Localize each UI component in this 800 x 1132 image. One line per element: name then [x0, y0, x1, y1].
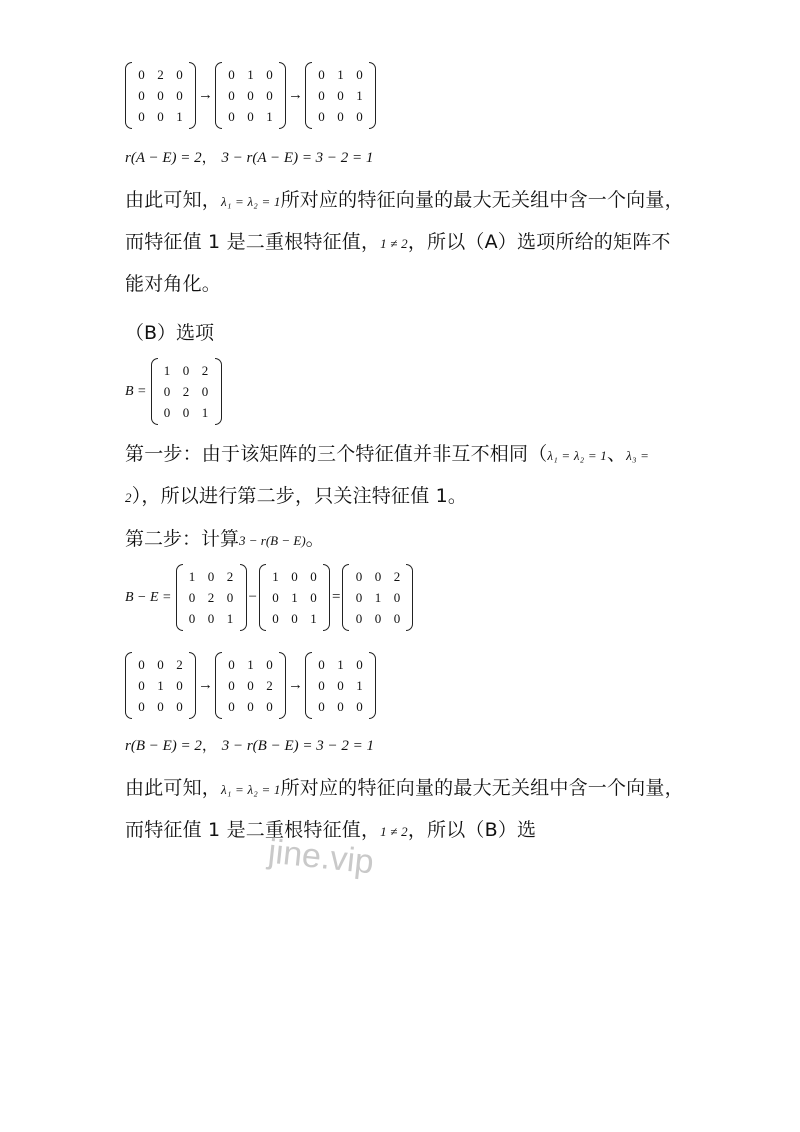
rank-eq: r(B − E) = 2	[125, 738, 202, 754]
matrix-b-step3	[305, 652, 376, 719]
matrix-cell: 0	[138, 109, 145, 124]
neq: 1 ≠ 2	[380, 824, 408, 839]
text: 第一步：由于该矩阵的三个特征值并非互不相同（	[125, 443, 548, 465]
matrix-cell: 1	[337, 67, 344, 82]
rank-equation-a	[125, 146, 373, 167]
matrix-cell: 0	[291, 611, 298, 626]
matrix-cell: 0	[138, 678, 145, 693]
matrix-reduction-b	[125, 652, 376, 719]
matrix-row	[132, 106, 189, 127]
matrix-cell: 0	[356, 109, 363, 124]
matrix-cell: 0	[266, 699, 273, 714]
matrix-cell: 0	[247, 678, 254, 693]
rank-calc: 3 − r(A − E) = 3 − 2 = 1	[221, 150, 374, 166]
matrix-cell: 1	[163, 363, 171, 378]
matrix-cell: 0	[228, 88, 235, 103]
matrix-cell: 0	[266, 88, 273, 103]
text: 由此可知，	[125, 189, 222, 211]
arrow: →	[198, 677, 213, 693]
matrix-cell: 0	[374, 569, 382, 584]
matrix-row	[312, 64, 369, 85]
matrix-cell: 1	[291, 590, 298, 605]
matrix-cell: 0	[201, 384, 209, 399]
matrix-row	[222, 696, 279, 717]
be-label: B − E =	[125, 589, 172, 605]
matrix-cell: 0	[138, 657, 145, 672]
matrix-cell: 0	[393, 611, 401, 626]
matrix-cell: 0	[188, 590, 196, 605]
text: 、	[606, 443, 627, 465]
matrix-row	[312, 675, 369, 696]
matrix-cell: 1	[201, 405, 209, 420]
text: ，所以（B）选	[407, 819, 537, 841]
matrix-b	[151, 358, 222, 425]
matrix-cell: 0	[272, 590, 279, 605]
minus: −	[248, 589, 257, 605]
matrix-cell: 0	[228, 678, 235, 693]
matrix-row	[266, 608, 323, 629]
matrix-cell: 0	[138, 699, 145, 714]
matrix-row	[222, 675, 279, 696]
matrix-row	[349, 608, 406, 629]
matrix-row	[183, 608, 240, 629]
matrix-cell: 1	[272, 569, 279, 584]
matrix-cell: 0	[228, 67, 235, 82]
lambda-eq: λ₁ = λ₂ = 1	[221, 782, 281, 797]
matrix-cell: 0	[356, 67, 363, 82]
matrix-row	[312, 106, 369, 127]
matrix-cell: 0	[176, 699, 183, 714]
matrix-cell: 1	[188, 569, 196, 584]
matrix-cell: 1	[310, 611, 317, 626]
matrix-cell: 0	[182, 405, 190, 420]
matrix-row	[222, 106, 279, 127]
matrix-row	[312, 696, 369, 717]
matrix-row	[312, 85, 369, 106]
matrix-cell: 1	[247, 657, 254, 672]
matrix-cell: 0	[291, 569, 298, 584]
matrix-row	[132, 64, 189, 85]
matrix-cell: 2	[157, 67, 164, 82]
matrix-cell: 0	[228, 699, 235, 714]
matrix-cell: 0	[310, 590, 317, 605]
matrix-cell: 2	[201, 363, 209, 378]
matrix-cell: 1	[226, 611, 234, 626]
matrix-cell: 2	[182, 384, 190, 399]
text: 第二步：计算	[125, 528, 240, 550]
matrix-cell: 0	[310, 569, 317, 584]
matrix-cell: 0	[176, 88, 183, 103]
matrix-cell: 0	[138, 88, 145, 103]
matrix-cell: 0	[207, 569, 215, 584]
matrix-cell: 0	[266, 657, 273, 672]
matrix-cell: 0	[188, 611, 196, 626]
matrix-a-step2	[215, 62, 286, 129]
matrix-cell: 0	[163, 405, 171, 420]
matrix-cell: 0	[247, 699, 254, 714]
matrix-be-3	[342, 564, 413, 631]
lambda-eq: λ₁ = λ₂ = 1	[547, 448, 607, 463]
matrix-cell: 0	[163, 384, 171, 399]
arrow: →	[288, 677, 303, 693]
matrix-cell: 0	[318, 699, 325, 714]
matrix-row	[158, 381, 215, 402]
matrix-cell: 0	[337, 109, 344, 124]
matrix-row	[158, 402, 215, 423]
matrix-cell: 0	[207, 611, 215, 626]
matrix-cell: 0	[355, 569, 363, 584]
matrix-a-step1	[125, 62, 196, 129]
matrix-b-definition	[125, 358, 222, 425]
matrix-cell: 1	[356, 88, 363, 103]
text: ，所以（A）选项所给的矩阵不能对角化。	[125, 231, 671, 295]
lambda-eq: λ₁ = λ₂ = 1	[221, 194, 281, 209]
matrix-cell: 0	[355, 611, 363, 626]
matrix-cell: 0	[247, 109, 254, 124]
matrix-row	[132, 85, 189, 106]
matrix-cell: 0	[228, 657, 235, 672]
matrix-cell: 0	[374, 611, 382, 626]
matrix-row	[222, 85, 279, 106]
matrix-cell: 0	[318, 88, 325, 103]
text: 所对应的特征向量的最大无关组中含一个向量，而特征值 1 是二重根特征值，	[125, 189, 684, 253]
text: ），所以进行第二步，只关注特征值 1。	[131, 485, 468, 507]
matrix-be-2	[259, 564, 330, 631]
matrix-cell: 0	[356, 699, 363, 714]
matrix-cell: 0	[226, 590, 234, 605]
matrix-cell: 0	[157, 109, 164, 124]
matrix-cell: 0	[393, 590, 401, 605]
step2-expr: 3 − r(B − E)	[239, 533, 306, 548]
matrix-row	[266, 566, 323, 587]
matrix-cell: 0	[247, 88, 254, 103]
matrix-row	[222, 64, 279, 85]
arrow: →	[198, 87, 213, 103]
matrix-cell: 1	[337, 657, 344, 672]
rank-calc: 3 − r(B − E) = 3 − 2 = 1	[221, 738, 374, 754]
matrix-cell: 2	[207, 590, 215, 605]
matrix-cell: 1	[356, 678, 363, 693]
matrix-cell: 1	[266, 109, 273, 124]
matrix-cell: 1	[176, 109, 183, 124]
rank-equation-b	[125, 734, 374, 755]
matrix-row	[266, 587, 323, 608]
conclusion-b	[125, 768, 685, 852]
matrix-cell: 0	[176, 67, 183, 82]
rank-eq: r(A − E) = 2	[125, 150, 202, 166]
matrix-a-step3	[305, 62, 376, 129]
equals: =	[331, 589, 341, 605]
matrix-cell: 0	[228, 109, 235, 124]
matrix-row	[183, 587, 240, 608]
matrix-cell: 0	[318, 657, 325, 672]
matrix-row	[183, 566, 240, 587]
matrix-cell: 2	[176, 657, 183, 672]
matrix-reduction-a	[125, 62, 376, 129]
step-two	[125, 524, 325, 551]
b-label: B =	[125, 383, 147, 399]
matrix-cell: 0	[337, 699, 344, 714]
step-one	[125, 434, 685, 518]
matrix-cell: 0	[266, 67, 273, 82]
matrix-b-minus-e	[125, 564, 413, 631]
text: 由此可知，	[125, 777, 222, 799]
matrix-cell: 0	[355, 590, 363, 605]
matrix-cell: 2	[393, 569, 401, 584]
option-b-heading: （B）选项	[125, 322, 215, 344]
matrix-row	[132, 675, 189, 696]
matrix-b-step1	[125, 652, 196, 719]
matrix-row	[132, 654, 189, 675]
arrow: →	[288, 87, 303, 103]
text: 所对应的特征向量的最大无关组中含一个向量，而特征值 1 是二重根特征值，	[125, 777, 684, 841]
matrix-cell: 0	[182, 363, 190, 378]
matrix-cell: 0	[356, 657, 363, 672]
matrix-cell: 0	[138, 67, 145, 82]
matrix-cell: 0	[337, 678, 344, 693]
matrix-cell: 0	[157, 88, 164, 103]
matrix-row	[349, 566, 406, 587]
matrix-cell: 0	[318, 109, 325, 124]
watermark: jine.vip	[266, 832, 376, 882]
matrix-cell: 0	[176, 678, 183, 693]
matrix-b-step2	[215, 652, 286, 719]
matrix-row	[312, 654, 369, 675]
matrix-cell: 0	[157, 699, 164, 714]
matrix-cell: 1	[157, 678, 164, 693]
matrix-cell: 0	[318, 678, 325, 693]
matrix-cell: 0	[318, 67, 325, 82]
matrix-cell: 2	[266, 678, 273, 693]
conclusion-a	[125, 180, 685, 304]
matrix-row	[132, 696, 189, 717]
neq: 1 ≠ 2	[380, 236, 408, 251]
matrix-row	[222, 654, 279, 675]
matrix-cell: 0	[272, 611, 279, 626]
separator: ，	[201, 148, 217, 166]
matrix-cell: 1	[247, 67, 254, 82]
matrix-be-1	[176, 564, 247, 631]
matrix-cell: 2	[226, 569, 234, 584]
text: 。	[305, 528, 325, 550]
lambda3-eq: λ₃ = 2	[125, 448, 650, 505]
matrix-cell: 0	[337, 88, 344, 103]
matrix-cell: 1	[374, 590, 382, 605]
separator: ，	[201, 736, 217, 754]
matrix-row	[349, 587, 406, 608]
matrix-row	[158, 360, 215, 381]
matrix-cell: 0	[157, 657, 164, 672]
